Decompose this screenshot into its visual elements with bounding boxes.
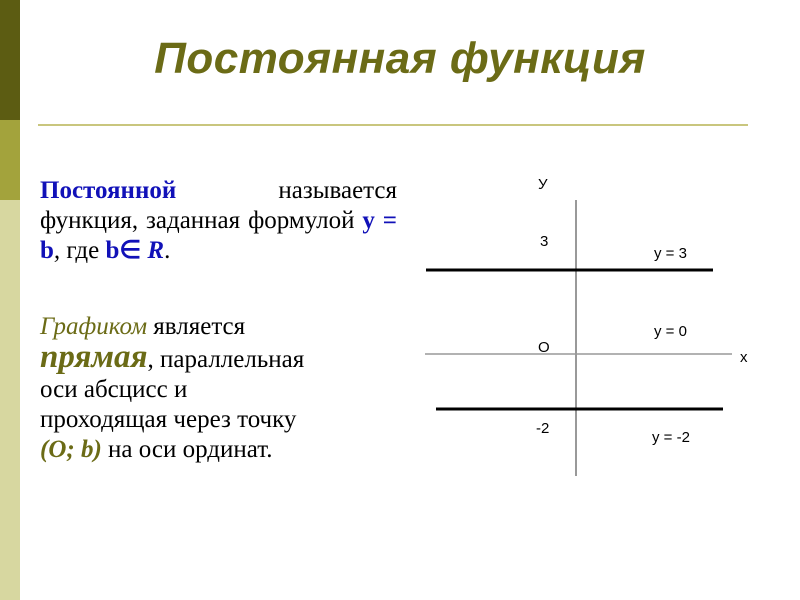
definition-word: заданная <box>146 207 241 234</box>
graph-term: Графиком <box>40 313 148 340</box>
element-of-symbol: ∈ <box>119 237 142 264</box>
tick-label-neg2: -2 <box>536 420 550 437</box>
graph-word: оси абсцисс и <box>40 376 188 403</box>
line-label-yneg2: y = -2 <box>652 429 690 446</box>
definition-word: где <box>66 237 100 264</box>
tick-label-3: 3 <box>540 233 549 250</box>
graph-word: на оси ординат. <box>108 436 273 463</box>
definition-term: Постоянной <box>40 177 177 204</box>
period: . <box>164 237 171 264</box>
point-notation: (O; b) <box>40 436 102 463</box>
comma: , <box>53 237 61 264</box>
formula: y = b <box>40 207 398 264</box>
b-variable: b <box>105 237 120 264</box>
y-axis-label: У <box>538 176 548 193</box>
line-label-y0: y = 0 <box>654 323 687 340</box>
definition-word: называется <box>278 177 397 204</box>
origin-label: О <box>538 339 550 356</box>
x-axis-label: х <box>740 349 748 366</box>
graph-word: , параллельная <box>147 346 305 373</box>
definition-word: функция, <box>40 207 139 234</box>
graph-word: является <box>153 313 246 340</box>
graph-word: проходящая через точку <box>40 406 297 433</box>
slide-title: Постоянная функция <box>154 34 646 83</box>
line-word: прямая <box>40 339 148 375</box>
definition-word: формулой <box>248 207 355 234</box>
line-label-y3: y = 3 <box>654 245 687 262</box>
real-set-symbol: R <box>147 237 165 264</box>
